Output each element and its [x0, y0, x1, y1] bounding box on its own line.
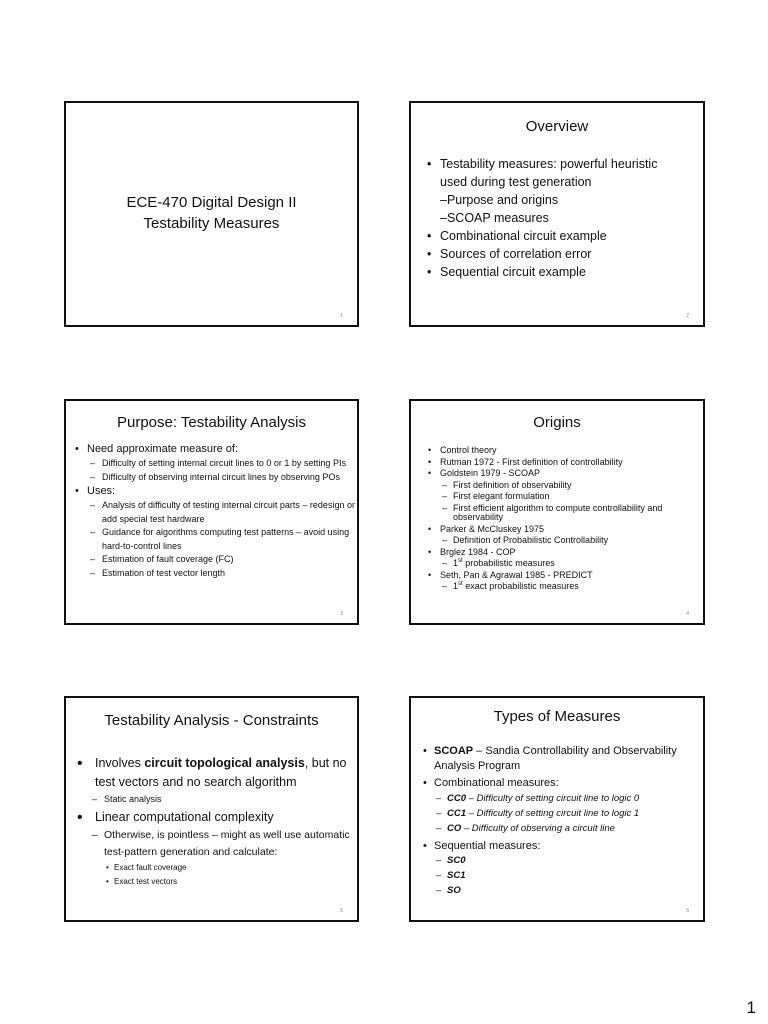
slide-4: [409, 399, 705, 625]
bullet-item: • Combinational circuit example: [411, 227, 703, 245]
bullet-text: Involves: [95, 756, 145, 770]
bullet-item: • Control theory: [411, 445, 703, 457]
slide-5-title: Testability Analysis - Constraints: [104, 712, 319, 729]
bullet-item: • Sequential measures:: [411, 839, 703, 854]
sub-item: [411, 806, 703, 821]
sub-item: [411, 558, 703, 570]
sub-item: [411, 868, 703, 883]
bold-term: SC0: [447, 855, 466, 866]
sub-item-text: – Difficulty of setting circuit line to logic 1: [466, 807, 640, 819]
bullet-item: [66, 754, 357, 792]
sub-item: – Difficulty of observing internal circuit lines by observing POs: [66, 471, 357, 485]
sub-item: –Purpose and origins: [440, 193, 559, 207]
bullet-item: • Rutman 1972 - First definition of controllability: [411, 457, 703, 469]
bullet-item: • Seth, Pan & Agrawal 1985 - PREDICT: [411, 570, 703, 582]
sub-item: – Otherwise, is pointless – might as well use automatic test-pattern generation and calculate:: [66, 827, 357, 861]
slide-number: 6: [686, 908, 689, 914]
sub-item: – Estimation of test vector length: [66, 567, 357, 581]
sub-item: – First elegant formulation: [411, 491, 703, 503]
bullet-text: , but no test vectors and no search algorithm: [95, 756, 347, 789]
bullet-item: • Need approximate measure of:: [66, 442, 357, 457]
slide-1: [64, 101, 359, 327]
bold-term: SC1: [447, 870, 466, 881]
bullet-item: • Parker & McCluskey 1975: [411, 524, 703, 536]
sub-item: – Estimation of fault coverage (FC): [66, 553, 357, 567]
sub-item: [411, 883, 703, 898]
bullet-line: used during test generation: [440, 175, 592, 189]
bullet-item: • Combinational measures:: [411, 776, 703, 791]
sub-item-text: – Difficulty of setting circuit line to logic 0: [466, 792, 640, 804]
slide-6-title: Types of Measures: [493, 708, 621, 725]
page-number: 1: [746, 998, 756, 1017]
bullet-item: • Brglez 1984 - COP: [411, 547, 703, 559]
bullet-text: – Sandia Controllability and Observability Analysis Program: [434, 745, 677, 772]
slide-2-title: Overview: [525, 118, 589, 135]
ordinal-suffix: st: [458, 558, 463, 564]
bullet-item: • Goldstein 1979 - SCOAP: [411, 468, 703, 480]
bold-term: CC0: [447, 792, 467, 804]
slide-number: 4: [686, 611, 689, 617]
sub-item: – Difficulty of setting internal circuit lines to 0 or 1 by setting PIs: [66, 457, 357, 471]
bullet-item: • Linear computational complexity: [66, 808, 357, 827]
slide-number: 3: [340, 611, 343, 617]
bullet-item: [411, 155, 703, 227]
slide-number: 2: [686, 313, 689, 319]
sub-sub-item: • Exact fault coverage: [66, 861, 357, 875]
sub-item: [411, 791, 703, 806]
slide-3-title: Purpose: Testability Analysis: [117, 414, 306, 431]
slide-1-title: [66, 192, 357, 234]
ordinal-suffix: st: [458, 581, 463, 587]
bold-term: CO: [447, 822, 462, 834]
bold-term: SO: [447, 885, 461, 896]
sub-item-text: exact probabilistic measures: [465, 581, 579, 591]
slide-number: 1: [340, 313, 343, 319]
sub-item: – Analysis of difficulty of testing internal circuit parts – redesign or add special test hardware: [66, 499, 357, 526]
bullet-item: [411, 744, 703, 773]
sub-item-text: – Difficulty of observing a circuit line: [461, 822, 615, 834]
slide-3-bullets: [66, 442, 357, 580]
slide-6-bullets: [411, 744, 703, 898]
slide-2: [409, 101, 705, 327]
sub-item-text: probabilistic measures: [465, 558, 555, 568]
sub-item: – First definition of observability: [411, 480, 703, 492]
sub-item: [411, 581, 703, 593]
ordinal-number: 1: [453, 581, 459, 591]
sub-item: – Guidance for algorithms computing test patterns – avoid using hard-to-control lines: [66, 526, 357, 553]
sub-item: –SCOAP measures: [440, 211, 549, 225]
bullet-line: • Testability measures: powerful heuristic: [440, 157, 658, 171]
title-line: Testability Measures: [143, 215, 280, 232]
bullet-item: • Sources of correlation error: [411, 245, 703, 263]
slide-3: [64, 399, 359, 625]
sub-item: [411, 821, 703, 836]
slide-4-bullets: [411, 445, 703, 593]
title-line: ECE-470 Digital Design II: [126, 194, 297, 211]
slide-4-title: Origins: [533, 414, 581, 431]
slide-5: [64, 696, 359, 922]
bullet-item: • Uses:: [66, 484, 357, 499]
sub-item: – Definition of Probabilistic Controllability: [411, 535, 703, 547]
bold-term: circuit topological analysis: [144, 756, 305, 770]
sub-item: [411, 853, 703, 868]
bold-term: CC1: [447, 807, 467, 819]
sub-item: – Static analysis: [66, 792, 357, 806]
slide-6: [409, 696, 705, 922]
bold-term: SCOAP: [434, 745, 474, 757]
bullet-item: • Sequential circuit example: [411, 263, 703, 281]
sub-sub-item: • Exact test vectors: [66, 875, 357, 889]
slide-number: 5: [340, 908, 343, 914]
slide-2-bullets: [411, 155, 703, 281]
sub-item: – First efficient algorithm to compute controllability and observability: [411, 503, 703, 524]
ordinal-number: 1: [453, 558, 459, 568]
slide-5-bullets: [66, 754, 357, 888]
